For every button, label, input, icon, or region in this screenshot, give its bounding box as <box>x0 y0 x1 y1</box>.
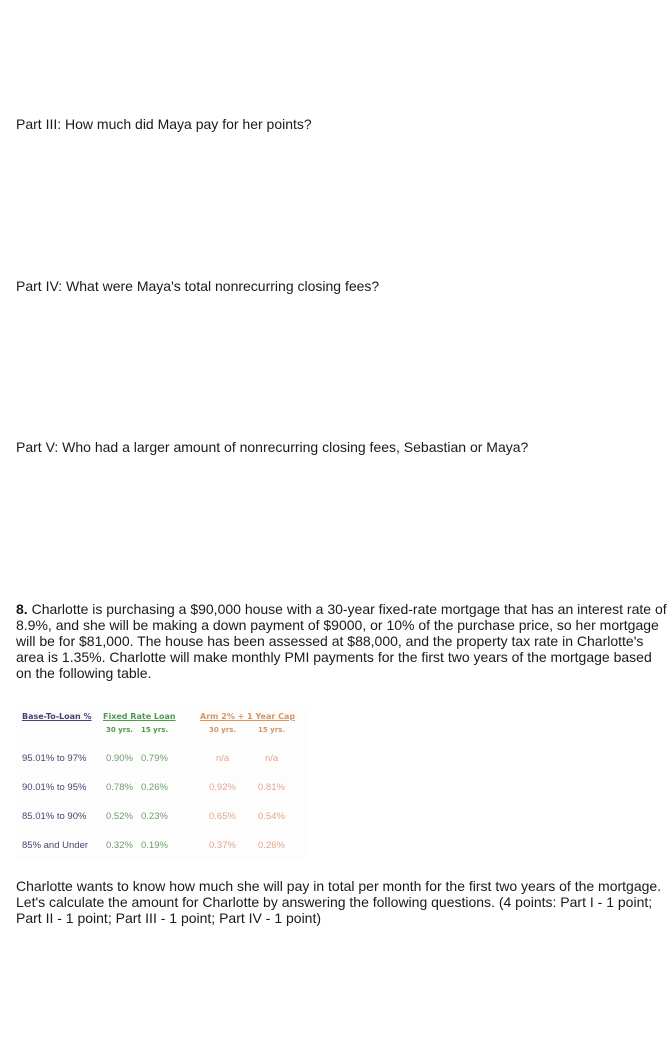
cell-fixed-30: 0.78% <box>106 782 133 793</box>
cell-arm-15: 0.26% <box>258 840 285 851</box>
subheader-arm-30: 30 yrs. <box>209 726 237 734</box>
header-base-to-loan: Base-To-Loan % <box>22 712 92 721</box>
cell-arm-15: 0.54% <box>258 811 285 822</box>
cell-fixed-15: 0.23% <box>141 811 168 822</box>
subheader-fixed-15: 15 yrs. <box>141 726 169 734</box>
cell-arm-15: n/a <box>265 753 279 764</box>
cell-fixed-30: 0.90% <box>106 753 133 764</box>
row-label: 90.01% to 95% <box>22 782 87 793</box>
part-4-question: Part IV: What were Maya's total nonrecurring closing fees? <box>16 278 380 294</box>
row-label: 95.01% to 97% <box>22 753 87 764</box>
question-number: 8. <box>16 601 28 617</box>
pmi-rate-table <box>16 705 306 860</box>
cell-arm-15: 0.81% <box>258 782 285 793</box>
question-8-text <box>16 601 667 681</box>
cell-fixed-15: 0.79% <box>141 753 168 764</box>
part-3-question: Part III: How much did Maya pay for her points? <box>16 116 312 132</box>
header-arm-cap: Arm 2% + 1 Year Cap <box>200 712 296 721</box>
cell-fixed-30: 0.52% <box>106 811 133 822</box>
row-label: 85% and Under <box>22 840 89 851</box>
cell-arm-30: 0.92% <box>209 782 236 793</box>
cell-arm-30: 0.65% <box>209 811 236 822</box>
row-label: 85.01% to 90% <box>22 811 87 822</box>
cell-fixed-15: 0.19% <box>141 840 168 851</box>
cell-arm-30: n/a <box>216 753 230 764</box>
question-8-followup: Charlotte wants to know how much she will pay in total per month for the first two years of the mortgage. Let's calculate the amount for Charlotte by answering the following questions. (4 points: Part I - 1 point; Part II - 1 point; Part III - 1 point; Part IV - 1 point) <box>16 878 662 926</box>
subheader-fixed-30: 30 yrs. <box>106 726 134 734</box>
header-fixed-rate-loan: Fixed Rate Loan <box>103 712 176 721</box>
part-5-question: Part V: Who had a larger amount of nonrecurring closing fees, Sebastian or Maya? <box>16 439 529 455</box>
cell-fixed-30: 0.32% <box>106 840 133 851</box>
cell-fixed-15: 0.26% <box>141 782 168 793</box>
cell-arm-30: 0.37% <box>209 840 236 851</box>
subheader-arm-15: 15 yrs. <box>258 726 286 734</box>
question-8-body: Charlotte is purchasing a $90,000 house with a 30-year fixed-rate mortgage that has an interest rate of 8.9%, and she will be making a down payment of $9000, or 10% of the purchase price, so her mortgage will be for $81,000. The house has been assessed at $88,000, and the property tax rate in Charlotte's area is 1.35%. Charlotte will make monthly PMI payments for the first two years of the mortgage based on the following table. <box>16 601 667 681</box>
